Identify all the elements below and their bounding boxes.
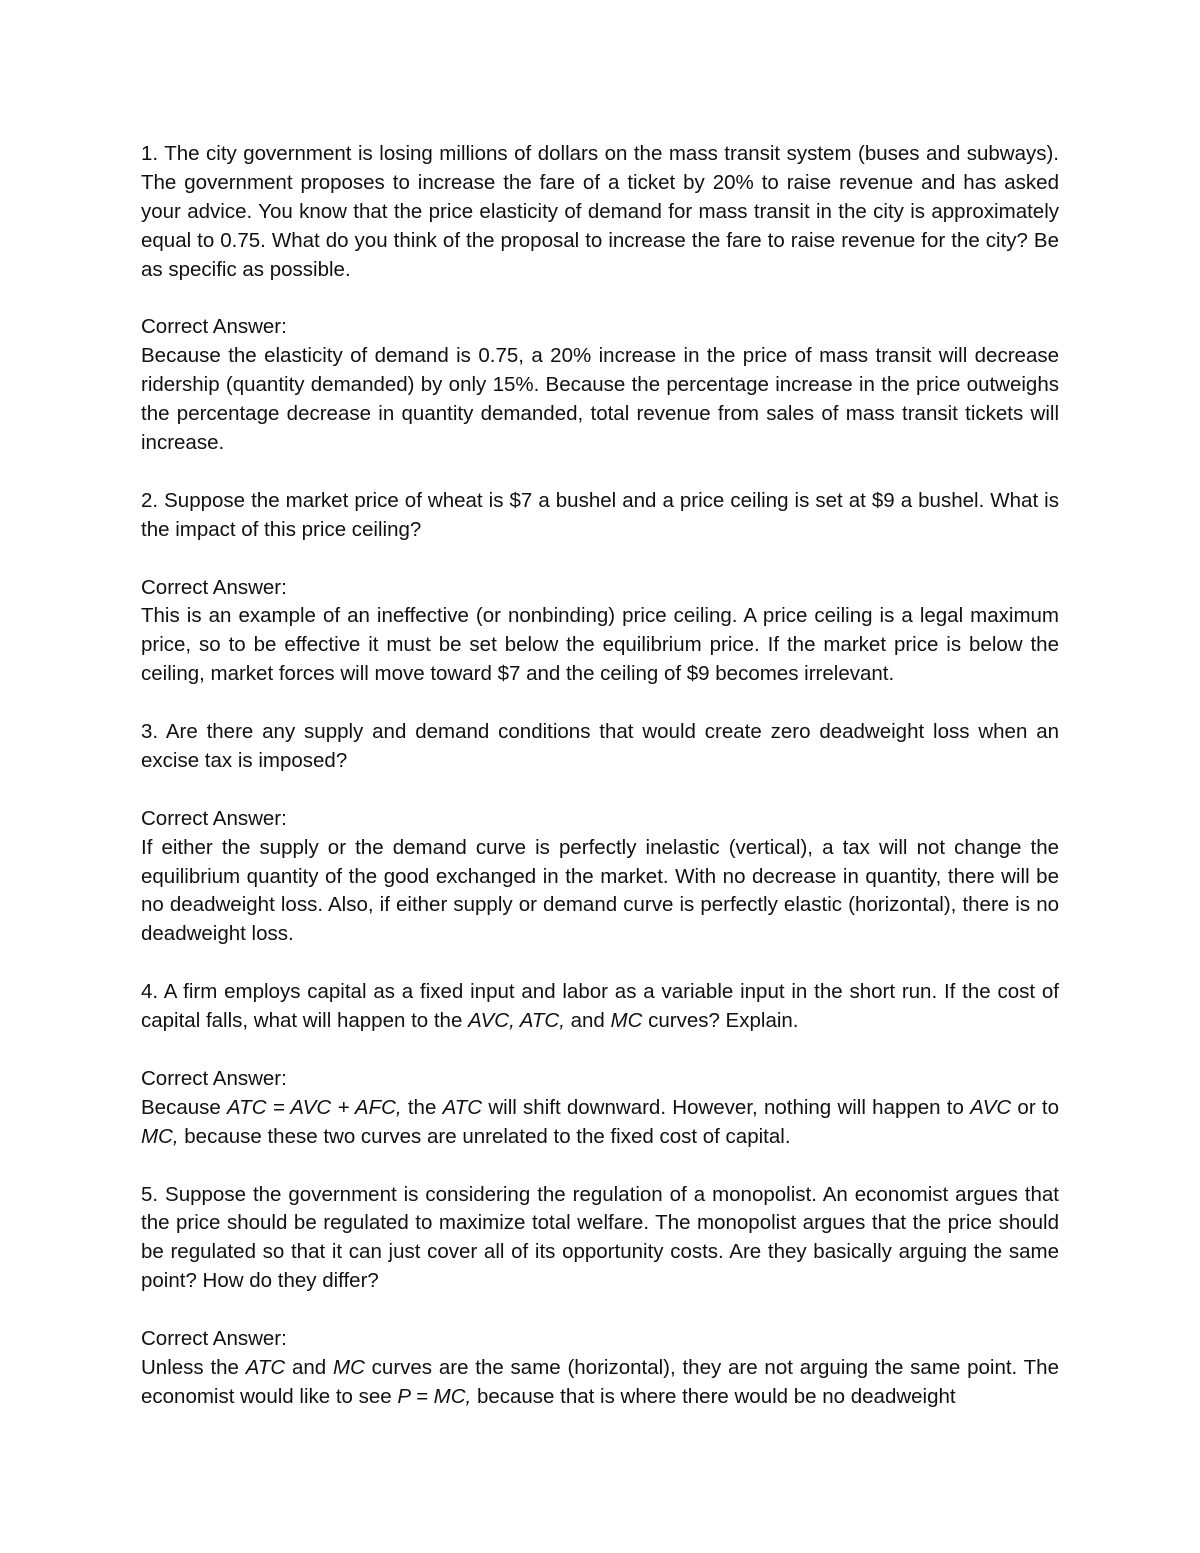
answer-2: This is an example of an ineffective (or nonbinding) price ceiling. A price ceiling is a legal maximum price, so to be effective it must be set below the equilibrium price. If the market price is below the ceiling, market forces will move toward $7 and the ceiling of $9 becomes irrelevant. — [141, 604, 1059, 686]
answer-label-2: Correct Answer: — [141, 575, 287, 599]
answer-label-1: Correct Answer: — [141, 315, 287, 339]
question-4: 4. A firm employs capital as a fixed input and labor as a variable input in the short run. If the cost of capital falls, what will happen to the AVC, ATC, and MC curves? Explain. — [141, 980, 1059, 1033]
document-page — [141, 140, 1059, 1412]
answer-1: Because the elasticity of demand is 0.75, a 20% increase in the price of mass transit will decrease ridership (quantity demanded) by only 15%. Because the percentage increase in the price outweighs the percentage decrease in quantity demanded, total revenue from sales of mass transit tickets will increase. — [141, 344, 1059, 455]
question-3: 3. Are there any supply and demand conditions that would create zero deadweight loss when an excise tax is imposed? — [141, 720, 1059, 772]
answer-label-5: Correct Answer: — [141, 1327, 287, 1351]
answer-label-4: Correct Answer: — [141, 1066, 287, 1090]
answer-3: If either the supply or the demand curve is perfectly inelastic (vertical), a tax will not change the equilibrium quantity of the good exchanged in the market. With no decrease in quantity, there will be no deadweight loss. Also, if either supply or demand curve is perfectly elastic (horizontal), there is no deadweight loss. — [141, 835, 1059, 946]
answer-5: Unless the ATC and MC curves are the same (horizontal), they are not arguing the same point. The economist would like to see P = MC, because that is where there would be no deadweight — [141, 1355, 1059, 1408]
answer-4: Because ATC = AVC + AFC, the ATC will shift downward. However, nothing will happen to AVC or to MC, because these two curves are unrelated to the fixed cost of capital. — [141, 1095, 1059, 1148]
answer-label-3: Correct Answer: — [141, 806, 287, 830]
question-5: 5. Suppose the government is considering the regulation of a monopolist. An economist argues that the price should be regulated to maximize total welfare. The monopolist argues that the price should be regulated so that it can just cover all of its opportunity costs. Are they basically arguing the same point? How do they differ? — [141, 1182, 1059, 1293]
question-2: 2. Suppose the market price of wheat is $7 a bushel and a price ceiling is set at $9 a bushel. What is the impact of this price ceiling? — [141, 488, 1059, 541]
question-1: 1. The city government is losing millions of dollars on the mass transit system (buses and subways). The government proposes to increase the fare of a ticket by 20% to raise revenue and has asked your advice. You know that the price elasticity of demand for mass transit in the city is approximately equal to 0.75. What do you think of the proposal to increase the fare to raise revenue for the city? Be as specific as possible. — [141, 142, 1059, 281]
